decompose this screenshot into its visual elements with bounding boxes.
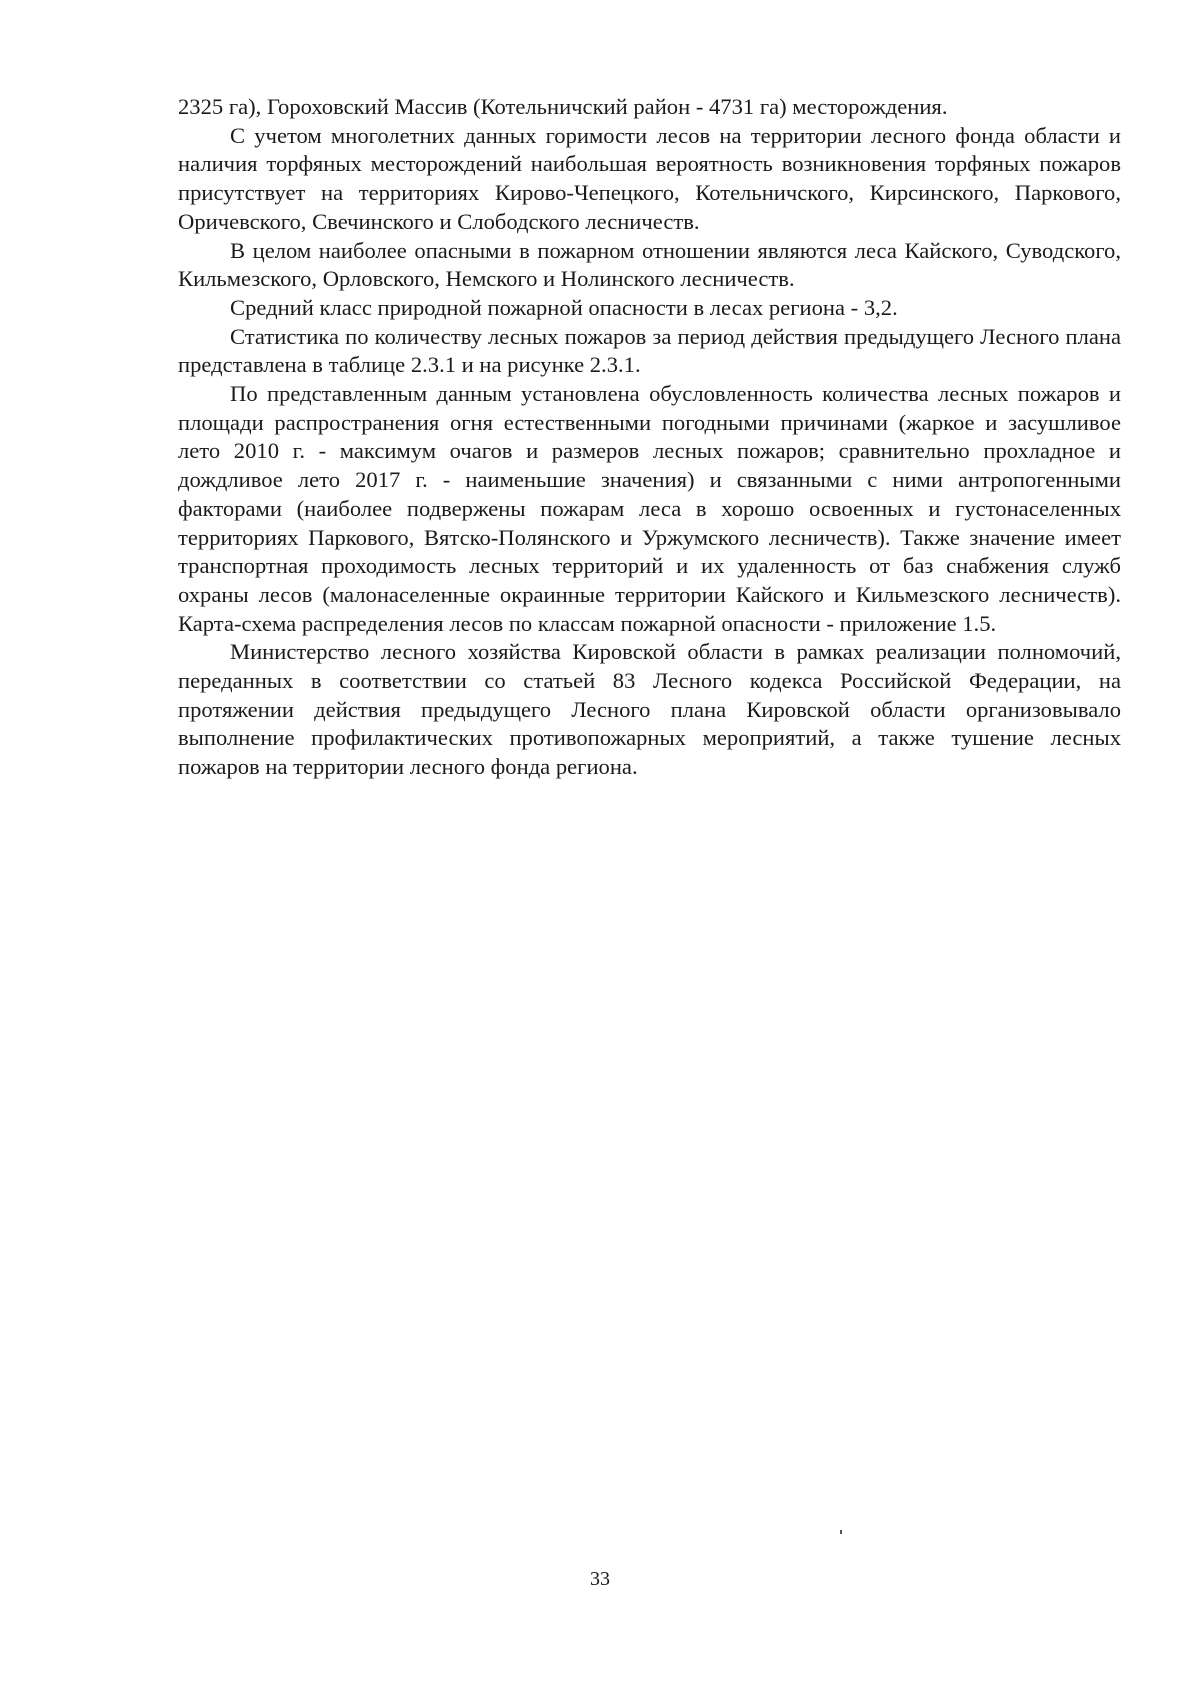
paragraph-statistics: Статистика по количеству лесных пожаров за период действия предыдущего Лесного плана представлена в таблице 2.3.1 и на рисунке 2.3.1. xyxy=(178,323,1121,378)
paragraph-peat-fires: С учетом многолетних данных горимости лесов на территории лесного фонда области и наличия торфяных месторождений наибольшая вероятность возникновения торфяных пожаров присутствует на территориях Кирово-Чепецкого, Котельничского, Кирсинского, Паркового, Оричевского, Свечинского и Слободского лесничеств. xyxy=(178,122,1121,234)
scan-speck xyxy=(840,1530,842,1534)
paragraph-dangerous-forests: В целом наиболее опасными в пожарном отношении являются леса Кайского, Суводского, Кильмезского, Орловского, Немского и Нолинского лесничеств. xyxy=(178,237,1121,292)
paragraph-ministry: Министерство лесного хозяйства Кировской области в рамках реализации полномочий, переданных в соответствии со статьей 83 Лесного кодекса Российской Федерации, на протяжении действия предыдущего Лесного плана Кировской области организовывало выполнение профилактических противопожарных мероприятий, а также тушение лесных пожаров на территории лесного фонда региона. xyxy=(178,639,1121,780)
body-text xyxy=(178,93,1121,782)
paragraph-average-class: Средний класс природной пожарной опасности в лесах региона - 3,2. xyxy=(230,294,898,320)
page-number: 33 xyxy=(590,1568,610,1590)
paragraph-analysis: По представленным данным установлена обусловленность количества лесных пожаров и площади распространения огня естественными погодными причинами (жаркое и засушливое лето 2010 г. - максимум очагов и размеров лесных пожаров; сравнительно прохладное и дождливое лето 2017 г. - наименьшие значения) и связанными с ними антропогенными факторами (наиболее подвержены пожарам леса в хорошо освоенных и густонаселенных территориях Паркового, Вятско-Полянского и Уржумского лесничеств). Также значение имеет транспортная проходимость лесных территорий и их удаленность от баз снабжения служб охраны лесов (малонаселенные окраинные территории Кайского и Кильмезского лесничеств). Карта-схема распределения лесов по классам пожарной опасности - приложение 1.5. xyxy=(178,381,1121,636)
paragraph-continuation: 2325 га), Гороховский Массив (Котельничский район - 4731 га) месторождения. xyxy=(178,94,948,119)
